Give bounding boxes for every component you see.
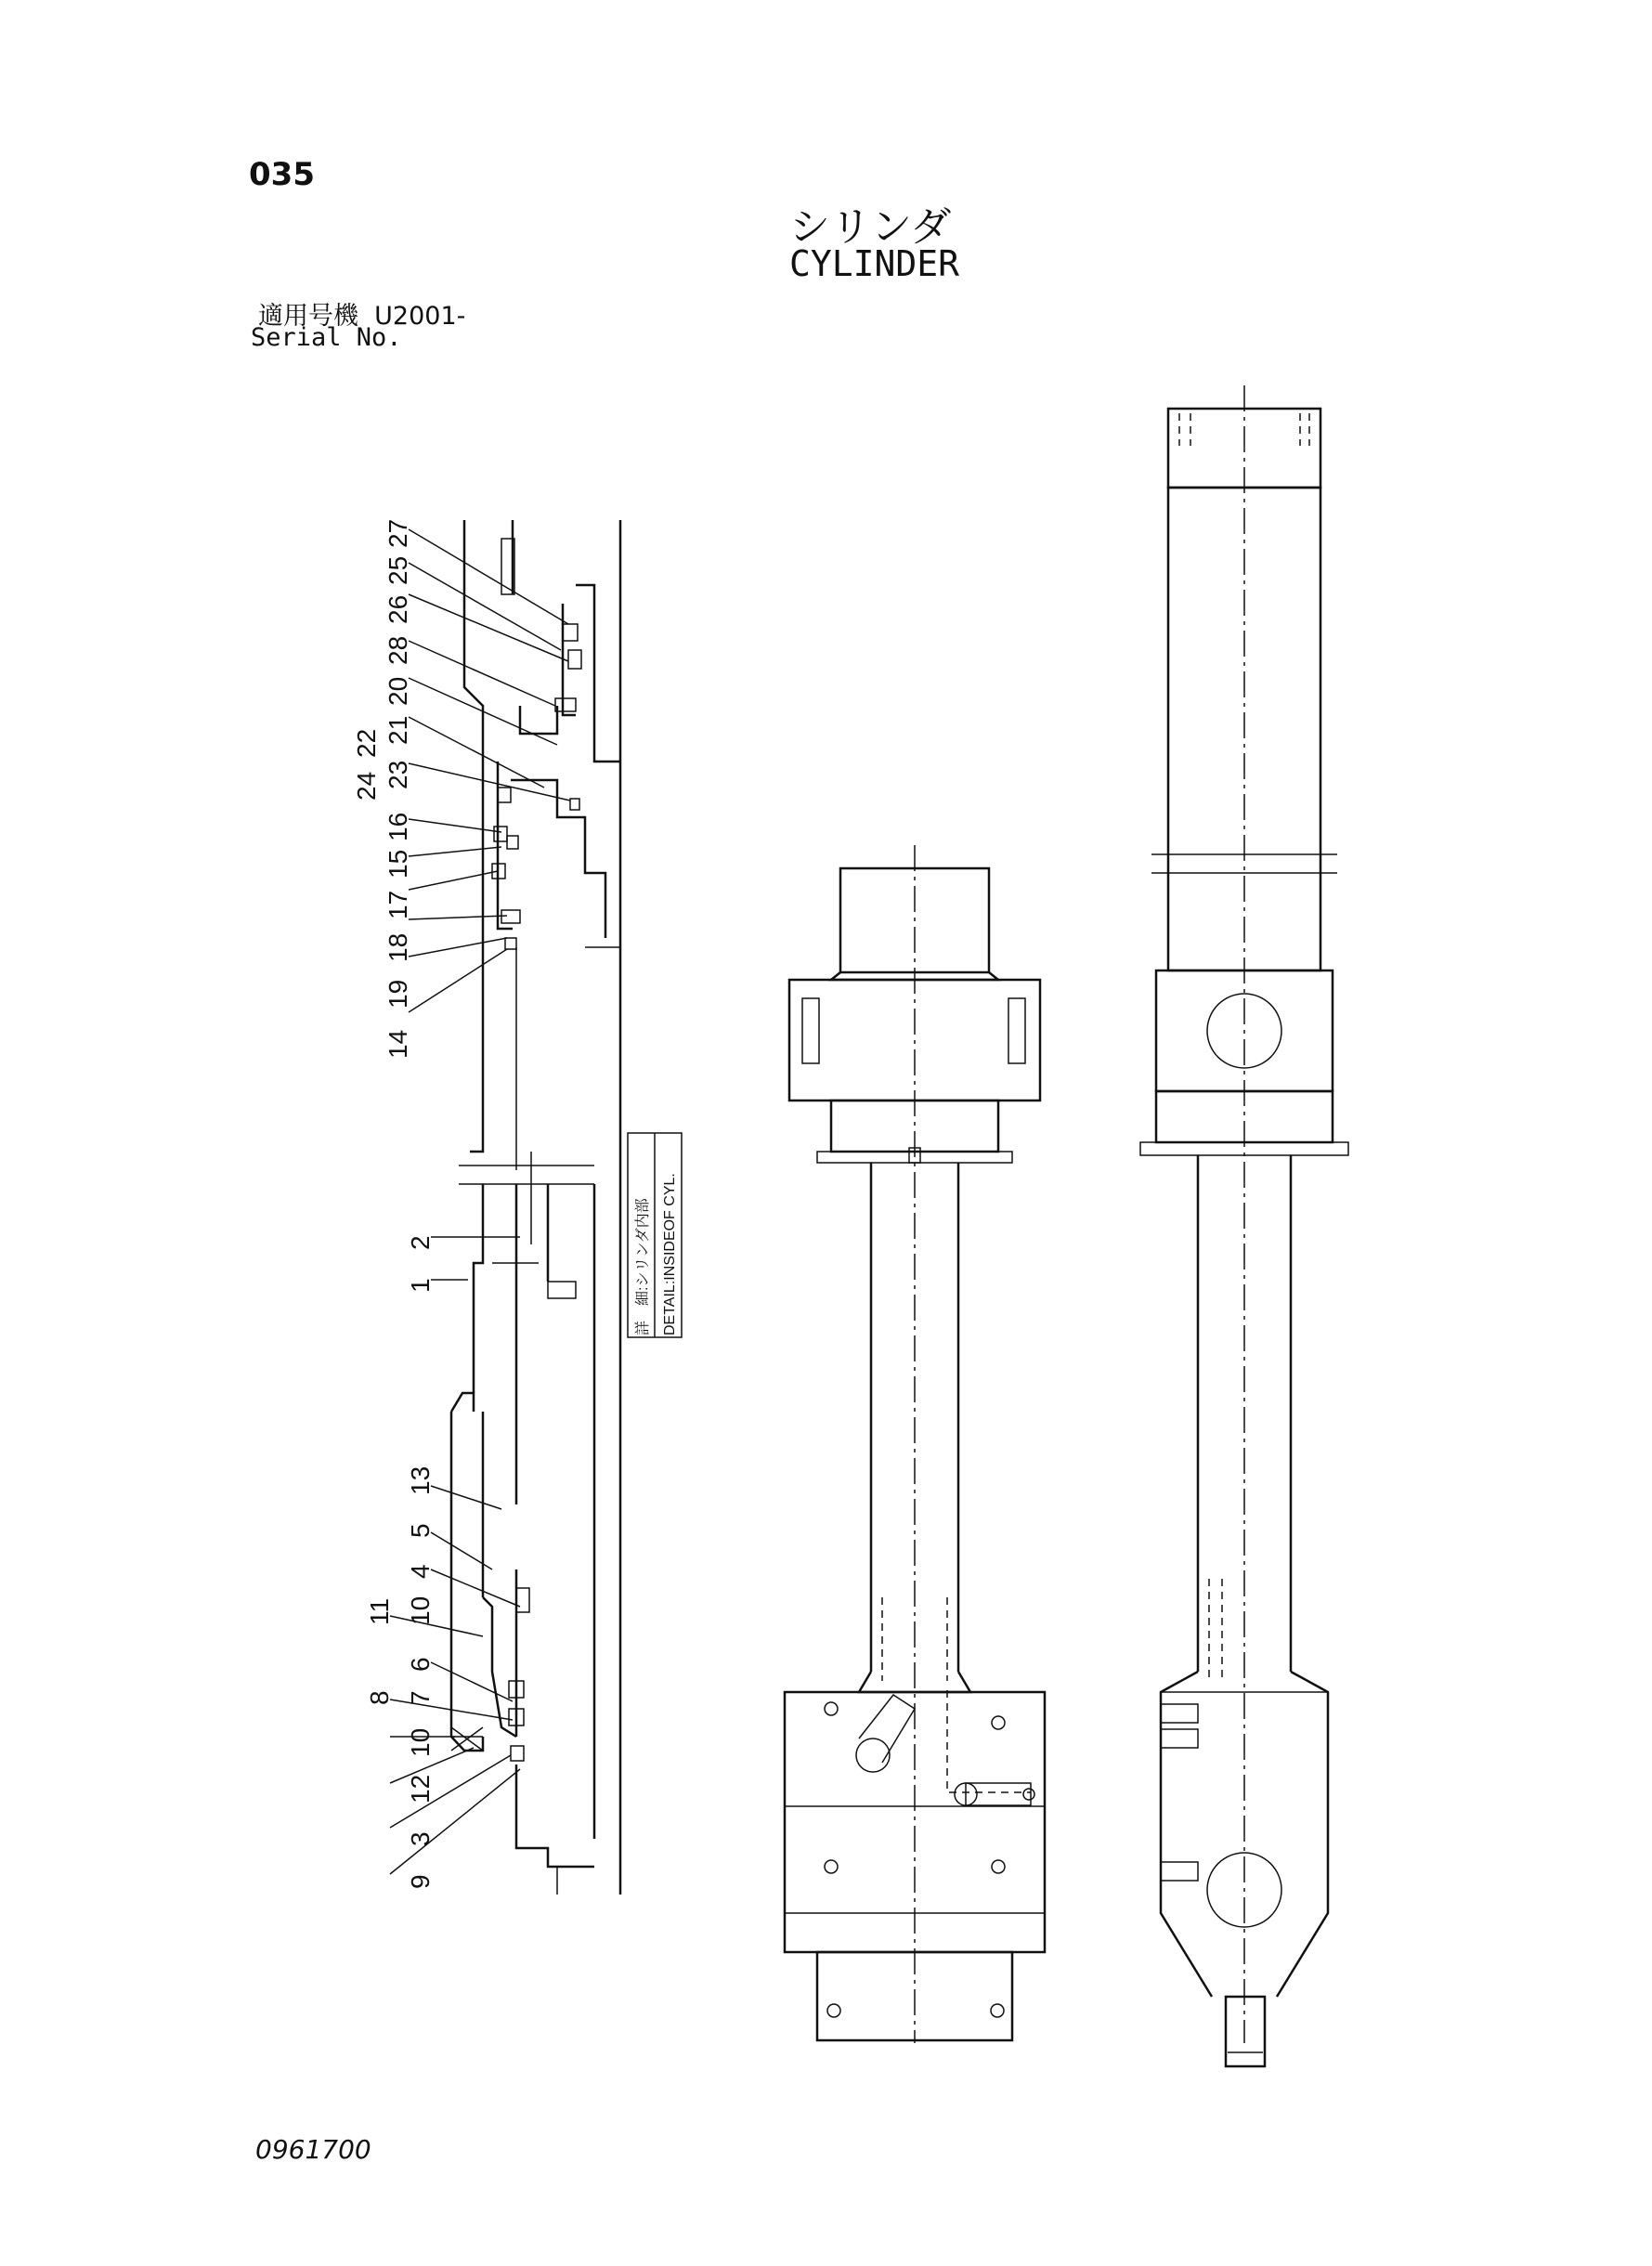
callout-19: 19 <box>384 979 412 1009</box>
detail-note-en: DETAIL:INSIDEOF CYL. <box>662 1173 678 1335</box>
callout-2: 2 <box>406 1235 435 1250</box>
callout-5: 5 <box>406 1523 435 1538</box>
callout-14: 14 <box>384 1029 412 1059</box>
callout-10b: 10 <box>406 1727 435 1757</box>
callout-11: 11 <box>365 1597 394 1625</box>
callout-1: 1 <box>406 1278 435 1293</box>
callout-3: 3 <box>406 1831 435 1846</box>
serial-value: U2001- <box>374 302 466 331</box>
title-english: CYLINDER <box>789 243 960 284</box>
callout-15: 15 <box>384 849 412 879</box>
serial-label-english: Serial No. <box>251 323 402 352</box>
serial-label-jp: 適用号機 <box>258 302 358 331</box>
cylinder-front-view <box>785 845 1045 2043</box>
cylinder-side-view <box>1140 385 1348 2066</box>
callout-16: 16 <box>384 812 412 841</box>
callout-8: 8 <box>365 1690 394 1705</box>
callout-22: 22 <box>352 728 381 758</box>
document-number: 0961700 <box>255 2134 371 2165</box>
callout-7: 7 <box>406 1690 435 1705</box>
page-number: 035 <box>249 156 315 193</box>
detail-section-view <box>451 520 620 1895</box>
callout-20: 20 <box>384 676 412 706</box>
callout-18: 18 <box>384 932 412 962</box>
callout-24: 24 <box>352 771 381 801</box>
detail-note-jp: 詳 細:シリンダ内部 <box>635 1198 651 1335</box>
callout-6: 6 <box>406 1657 435 1672</box>
callout-10: 10 <box>406 1595 435 1625</box>
callout-27: 27 <box>384 518 412 548</box>
callout-9: 9 <box>406 1874 435 1889</box>
callout-13: 13 <box>406 1465 435 1495</box>
callout-26: 26 <box>384 594 412 624</box>
callout-17: 17 <box>384 890 412 919</box>
callout-21: 21 <box>384 715 412 745</box>
callout-25: 25 <box>384 555 412 585</box>
title-japanese: シリンダ <box>789 203 952 251</box>
detail-note-box <box>628 1133 682 1337</box>
callout-23: 23 <box>384 760 412 789</box>
callout-12: 12 <box>406 1774 435 1804</box>
callout-4: 4 <box>406 1564 435 1579</box>
callout-28: 28 <box>384 635 412 665</box>
